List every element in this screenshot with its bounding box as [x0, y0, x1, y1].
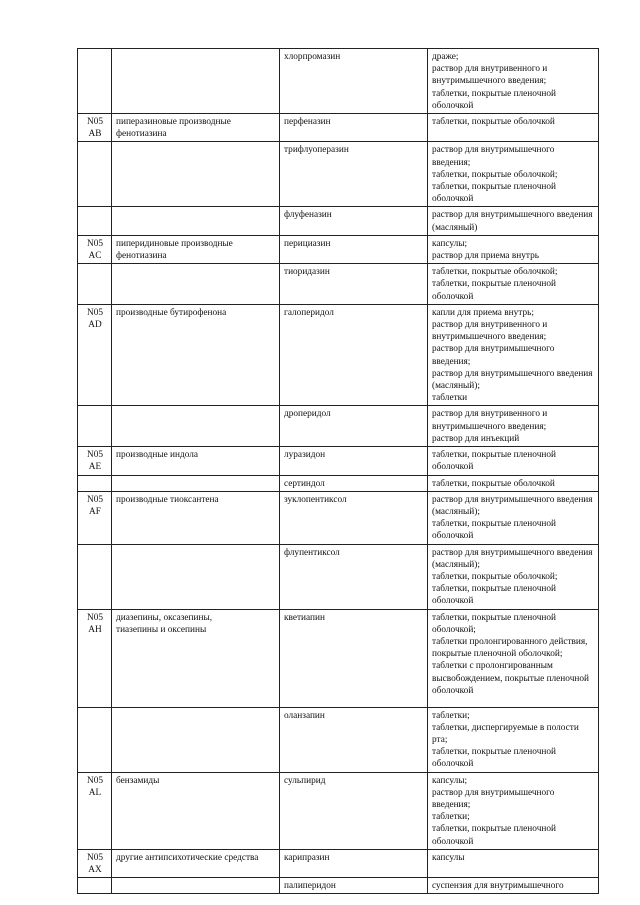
- dosage-form-cell: таблетки, покрытые оболочкой: [428, 475, 599, 491]
- table-row: [78, 235, 599, 263]
- dosage-form-cell: суспензия для внутримышечного: [428, 878, 599, 894]
- atc-code-cell: N05 AE: [78, 447, 112, 475]
- atc-code-cell: N05 AB: [78, 114, 112, 142]
- atc-code-cell: [78, 264, 112, 305]
- atc-code-cell: N05 AH: [78, 609, 112, 707]
- atc-code-cell: [78, 475, 112, 491]
- atc-code-cell: N05 AX: [78, 849, 112, 877]
- drug-name-cell: трифлуоперазин: [280, 142, 428, 207]
- drug-name-cell: тиоридазин: [280, 264, 428, 305]
- table-row: [78, 544, 599, 609]
- dosage-form-cell: капсулы; раствор для приема внутрь: [428, 235, 599, 263]
- drug-name-cell: луразидон: [280, 447, 428, 475]
- atc-code-cell: [78, 544, 112, 609]
- dosage-form-cell: драже; раствор для внутривенного и внутримышечного введения; таблетки, покрытые пленочной оболочкой: [428, 49, 599, 114]
- drug-name-cell: перфеназин: [280, 114, 428, 142]
- dosage-form-cell: капсулы; раствор для внутримышечного введения; таблетки; таблетки, покрытые пленочной оболочкой: [428, 772, 599, 849]
- atc-code-cell: [78, 142, 112, 207]
- table-row: [78, 207, 599, 235]
- table-row: [78, 878, 599, 894]
- drug-group-cell: бензамиды: [112, 772, 280, 849]
- drug-group-cell: [112, 264, 280, 305]
- drug-group-cell: [112, 707, 280, 772]
- table-row: [78, 114, 599, 142]
- drug-group-cell: [112, 878, 280, 894]
- drug-group-cell: [112, 544, 280, 609]
- drug-table: [77, 48, 599, 894]
- drug-group-cell: пиперидиновые производные фенотиазина: [112, 235, 280, 263]
- table-row: [78, 491, 599, 544]
- drug-group-cell: [112, 406, 280, 447]
- atc-code-cell: [78, 406, 112, 447]
- dosage-form-cell: таблетки, покрытые оболочкой; таблетки, покрытые пленочной оболочкой: [428, 264, 599, 305]
- drug-name-cell: палиперидон: [280, 878, 428, 894]
- drug-name-cell: хлорпромазин: [280, 49, 428, 114]
- dosage-form-cell: раствор для внутримышечного введения (масляный): [428, 207, 599, 235]
- drug-name-cell: флуфеназин: [280, 207, 428, 235]
- drug-group-cell: [112, 475, 280, 491]
- atc-code-cell: [78, 49, 112, 114]
- table-row: [78, 772, 599, 849]
- drug-group-cell: производные индола: [112, 447, 280, 475]
- drug-group-cell: другие антипсихотические средства: [112, 849, 280, 877]
- table-row: [78, 849, 599, 877]
- dosage-form-cell: таблетки; таблетки, диспергируемые в полости рта; таблетки, покрытые пленочной оболочкой: [428, 707, 599, 772]
- atc-code-cell: [78, 207, 112, 235]
- dosage-form-cell: раствор для внутримышечного введения; таблетки, покрытые оболочкой; таблетки, покрытые пленочной оболочкой: [428, 142, 599, 207]
- dosage-form-cell: раствор для внутримышечного введения (масляный); таблетки, покрытые пленочной оболочкой: [428, 491, 599, 544]
- table-row: [78, 707, 599, 772]
- dosage-form-cell: таблетки, покрытые пленочной оболочкой; таблетки пролонгированного действия, покрытые пленочной оболочкой; таблетки с пролонгированным высвобождением, покрытые пленочной оболочкой: [428, 609, 599, 707]
- drug-group-cell: производные тиоксантена: [112, 491, 280, 544]
- dosage-form-cell: раствор для внутривенного и внутримышечного введения; раствор для инъекций: [428, 406, 599, 447]
- table-row: [78, 609, 599, 707]
- dosage-form-cell: капсулы: [428, 849, 599, 877]
- dosage-form-cell: таблетки, покрытые оболочкой: [428, 114, 599, 142]
- table-row: [78, 447, 599, 475]
- atc-code-cell: N05 AC: [78, 235, 112, 263]
- atc-code-cell: N05 AF: [78, 491, 112, 544]
- drug-group-cell: [112, 49, 280, 114]
- drug-name-cell: кветиапин: [280, 609, 428, 707]
- drug-table-body: [78, 49, 599, 894]
- drug-group-cell: диазепины, оксазепины, тиазепины и оксепины: [112, 609, 280, 707]
- atc-code-cell: [78, 878, 112, 894]
- drug-name-cell: дроперидол: [280, 406, 428, 447]
- atc-code-cell: N05 AL: [78, 772, 112, 849]
- drug-name-cell: флупентиксол: [280, 544, 428, 609]
- table-row: [78, 264, 599, 305]
- table-row: [78, 304, 599, 406]
- table-row: [78, 406, 599, 447]
- drug-name-cell: карипразин: [280, 849, 428, 877]
- drug-name-cell: галоперидол: [280, 304, 428, 406]
- drug-group-cell: производные бутирофенона: [112, 304, 280, 406]
- drug-name-cell: перициазин: [280, 235, 428, 263]
- atc-code-cell: N05 AD: [78, 304, 112, 406]
- drug-group-cell: [112, 142, 280, 207]
- dosage-form-cell: раствор для внутримышечного введения (масляный); таблетки, покрытые оболочкой; таблетки, покрытые пленочной оболочкой: [428, 544, 599, 609]
- drug-name-cell: сульпирид: [280, 772, 428, 849]
- table-row: [78, 475, 599, 491]
- drug-name-cell: сертиндол: [280, 475, 428, 491]
- dosage-form-cell: таблетки, покрытые пленочной оболочкой: [428, 447, 599, 475]
- atc-code-cell: [78, 707, 112, 772]
- table-row: [78, 49, 599, 114]
- drug-group-cell: [112, 207, 280, 235]
- drug-name-cell: зуклопентиксол: [280, 491, 428, 544]
- table-row: [78, 142, 599, 207]
- drug-name-cell: оланзапин: [280, 707, 428, 772]
- dosage-form-cell: капли для приема внутрь; раствор для внутривенного и внутримышечного введения; раствор для внутримышечного введения; раствор для внутримышечного введения (масляный); таблетки: [428, 304, 599, 406]
- drug-group-cell: пиперазиновые производные фенотиазина: [112, 114, 280, 142]
